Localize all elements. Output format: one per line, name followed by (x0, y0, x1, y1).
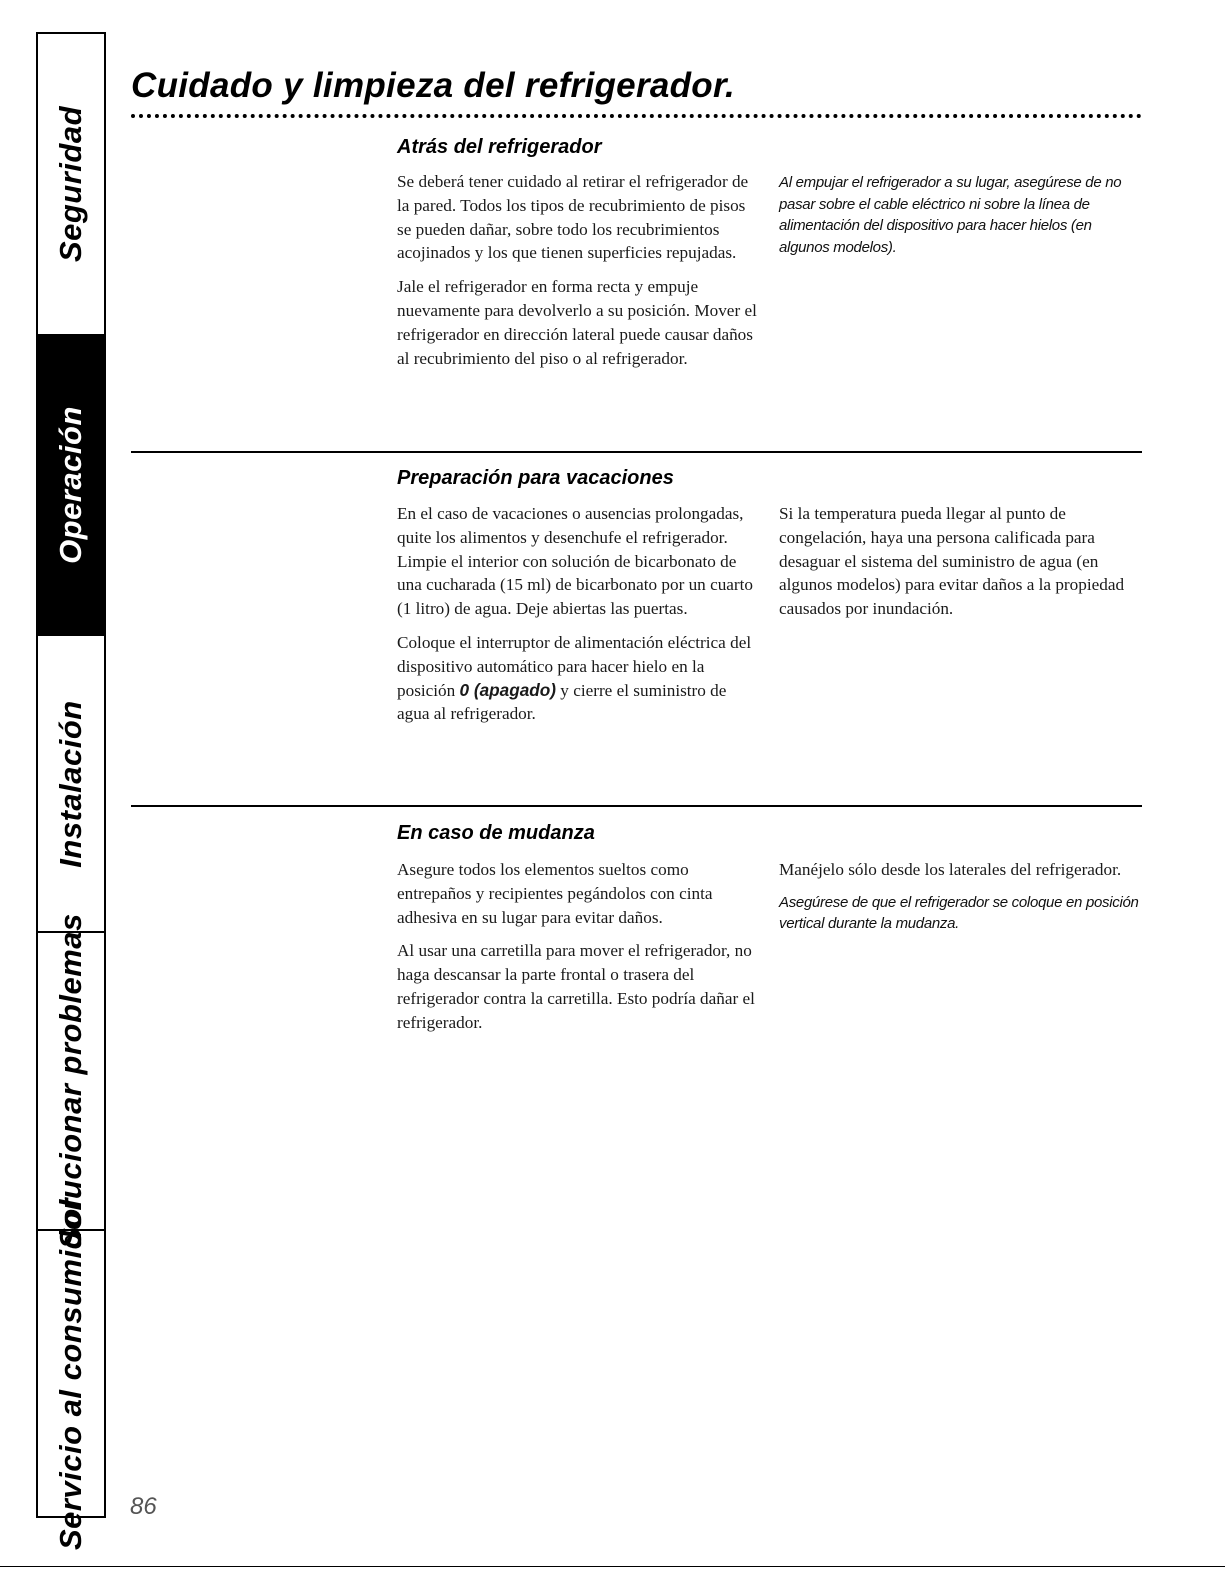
tab-servicio-al-consumidor[interactable] (38, 1197, 104, 1550)
page-number: 86 (130, 1493, 157, 1520)
tab-label: Instalación (53, 699, 88, 868)
moving-note: Asegúrese de que el refrigerador se coloque en posición vertical durante la mudanza. (779, 893, 1139, 933)
section-tab-rail (36, 32, 106, 1550)
behind-right-column (779, 172, 1144, 268)
off-position-term: 0 (apagado) (459, 679, 556, 700)
tab-solucionar-problemas[interactable] (38, 913, 104, 1249)
tab-instalacion[interactable] (38, 636, 104, 933)
tab-label: Servicio al consumidor (53, 1197, 88, 1550)
behind-left-column (397, 170, 762, 380)
section-heading-moving: En caso de mudanza (397, 822, 595, 844)
section-heading-behind: Atrás del refrigerador (397, 136, 602, 158)
vacation-paragraph-freezing: Si la temperatura pueda llegar al punto de congelación, haya una persona calificada para desaguar el sistema del suministro de agua (en algunos modelos) para evitar daños a la propiedad causados por inundación. (779, 504, 1125, 619)
bottom-edge-line (0, 1566, 1225, 1567)
behind-paragraph: Se deberá tener cuidado al retirar el refrigerador de la pared. Todos los tipos de recubrimiento de pisos se pueden dañar, sobre todo los recubrimientos acojinados y los que tienen superficies repujadas. (397, 172, 749, 263)
behind-note: Al empujar el refrigerador a su lugar, asegúrese de no pasar sobre el cable eléctrico ni sobre la línea de alimentación del dispositivo para hacer hielos (en algunos modelos). (779, 174, 1122, 256)
moving-paragraph-handle: Manéjelo sólo desde los laterales del refrigerador. (779, 860, 1122, 879)
vacation-left-column (397, 502, 762, 736)
moving-paragraph: Al usar una carretilla para mover el refrigerador, no haga descansar la parte frontal o trasera del refrigerador contra la carretilla. Esto podría dañar el refrigerador. (397, 941, 755, 1032)
tab-label: Solucionar problemas (53, 913, 88, 1249)
tab-seguridad[interactable] (38, 34, 104, 336)
moving-right-column (779, 858, 1144, 945)
vacation-paragraph-switch (397, 631, 762, 726)
moving-left-column (397, 858, 762, 1045)
title-divider (131, 114, 1142, 118)
vacation-text: y cierre el suministro de agua al refrigerador. (397, 680, 727, 724)
tab-operacion[interactable] (38, 336, 104, 636)
section-divider (131, 451, 1142, 453)
vacation-right-column (779, 502, 1144, 631)
vacation-text: Coloque el interruptor de alimentación eléctrica del dispositivo automático para hacer hielo en la posición (397, 632, 752, 700)
tab-label: Operación (53, 406, 88, 564)
section-heading-vacation: Preparación para vacaciones (397, 467, 674, 489)
section-divider (131, 805, 1142, 807)
tab-label: Seguridad (53, 105, 88, 263)
moving-paragraph: Asegure todos los elementos sueltos como entrepaños y recipientes pegándolos con cinta adhesiva en su lugar para evitar daños. (397, 860, 713, 927)
behind-paragraph: Jale el refrigerador en forma recta y empuje nuevamente para devolverlo a su posición. Mover el refrigerador en dirección lateral puede causar daños al recubrimiento del piso o al refrigerador. (397, 277, 757, 368)
vacation-paragraph: En el caso de vacaciones o ausencias prolongadas, quite los alimentos y desenchufe el refrigerador. Limpie el interior con solución de bicarbonato de una cucharada (15 ml) de bicarbonato por un cuarto (1 litro) de agua. Deje abiertas las puertas. (397, 504, 754, 619)
page-title: Cuidado y limpieza del refrigerador. (131, 66, 736, 105)
